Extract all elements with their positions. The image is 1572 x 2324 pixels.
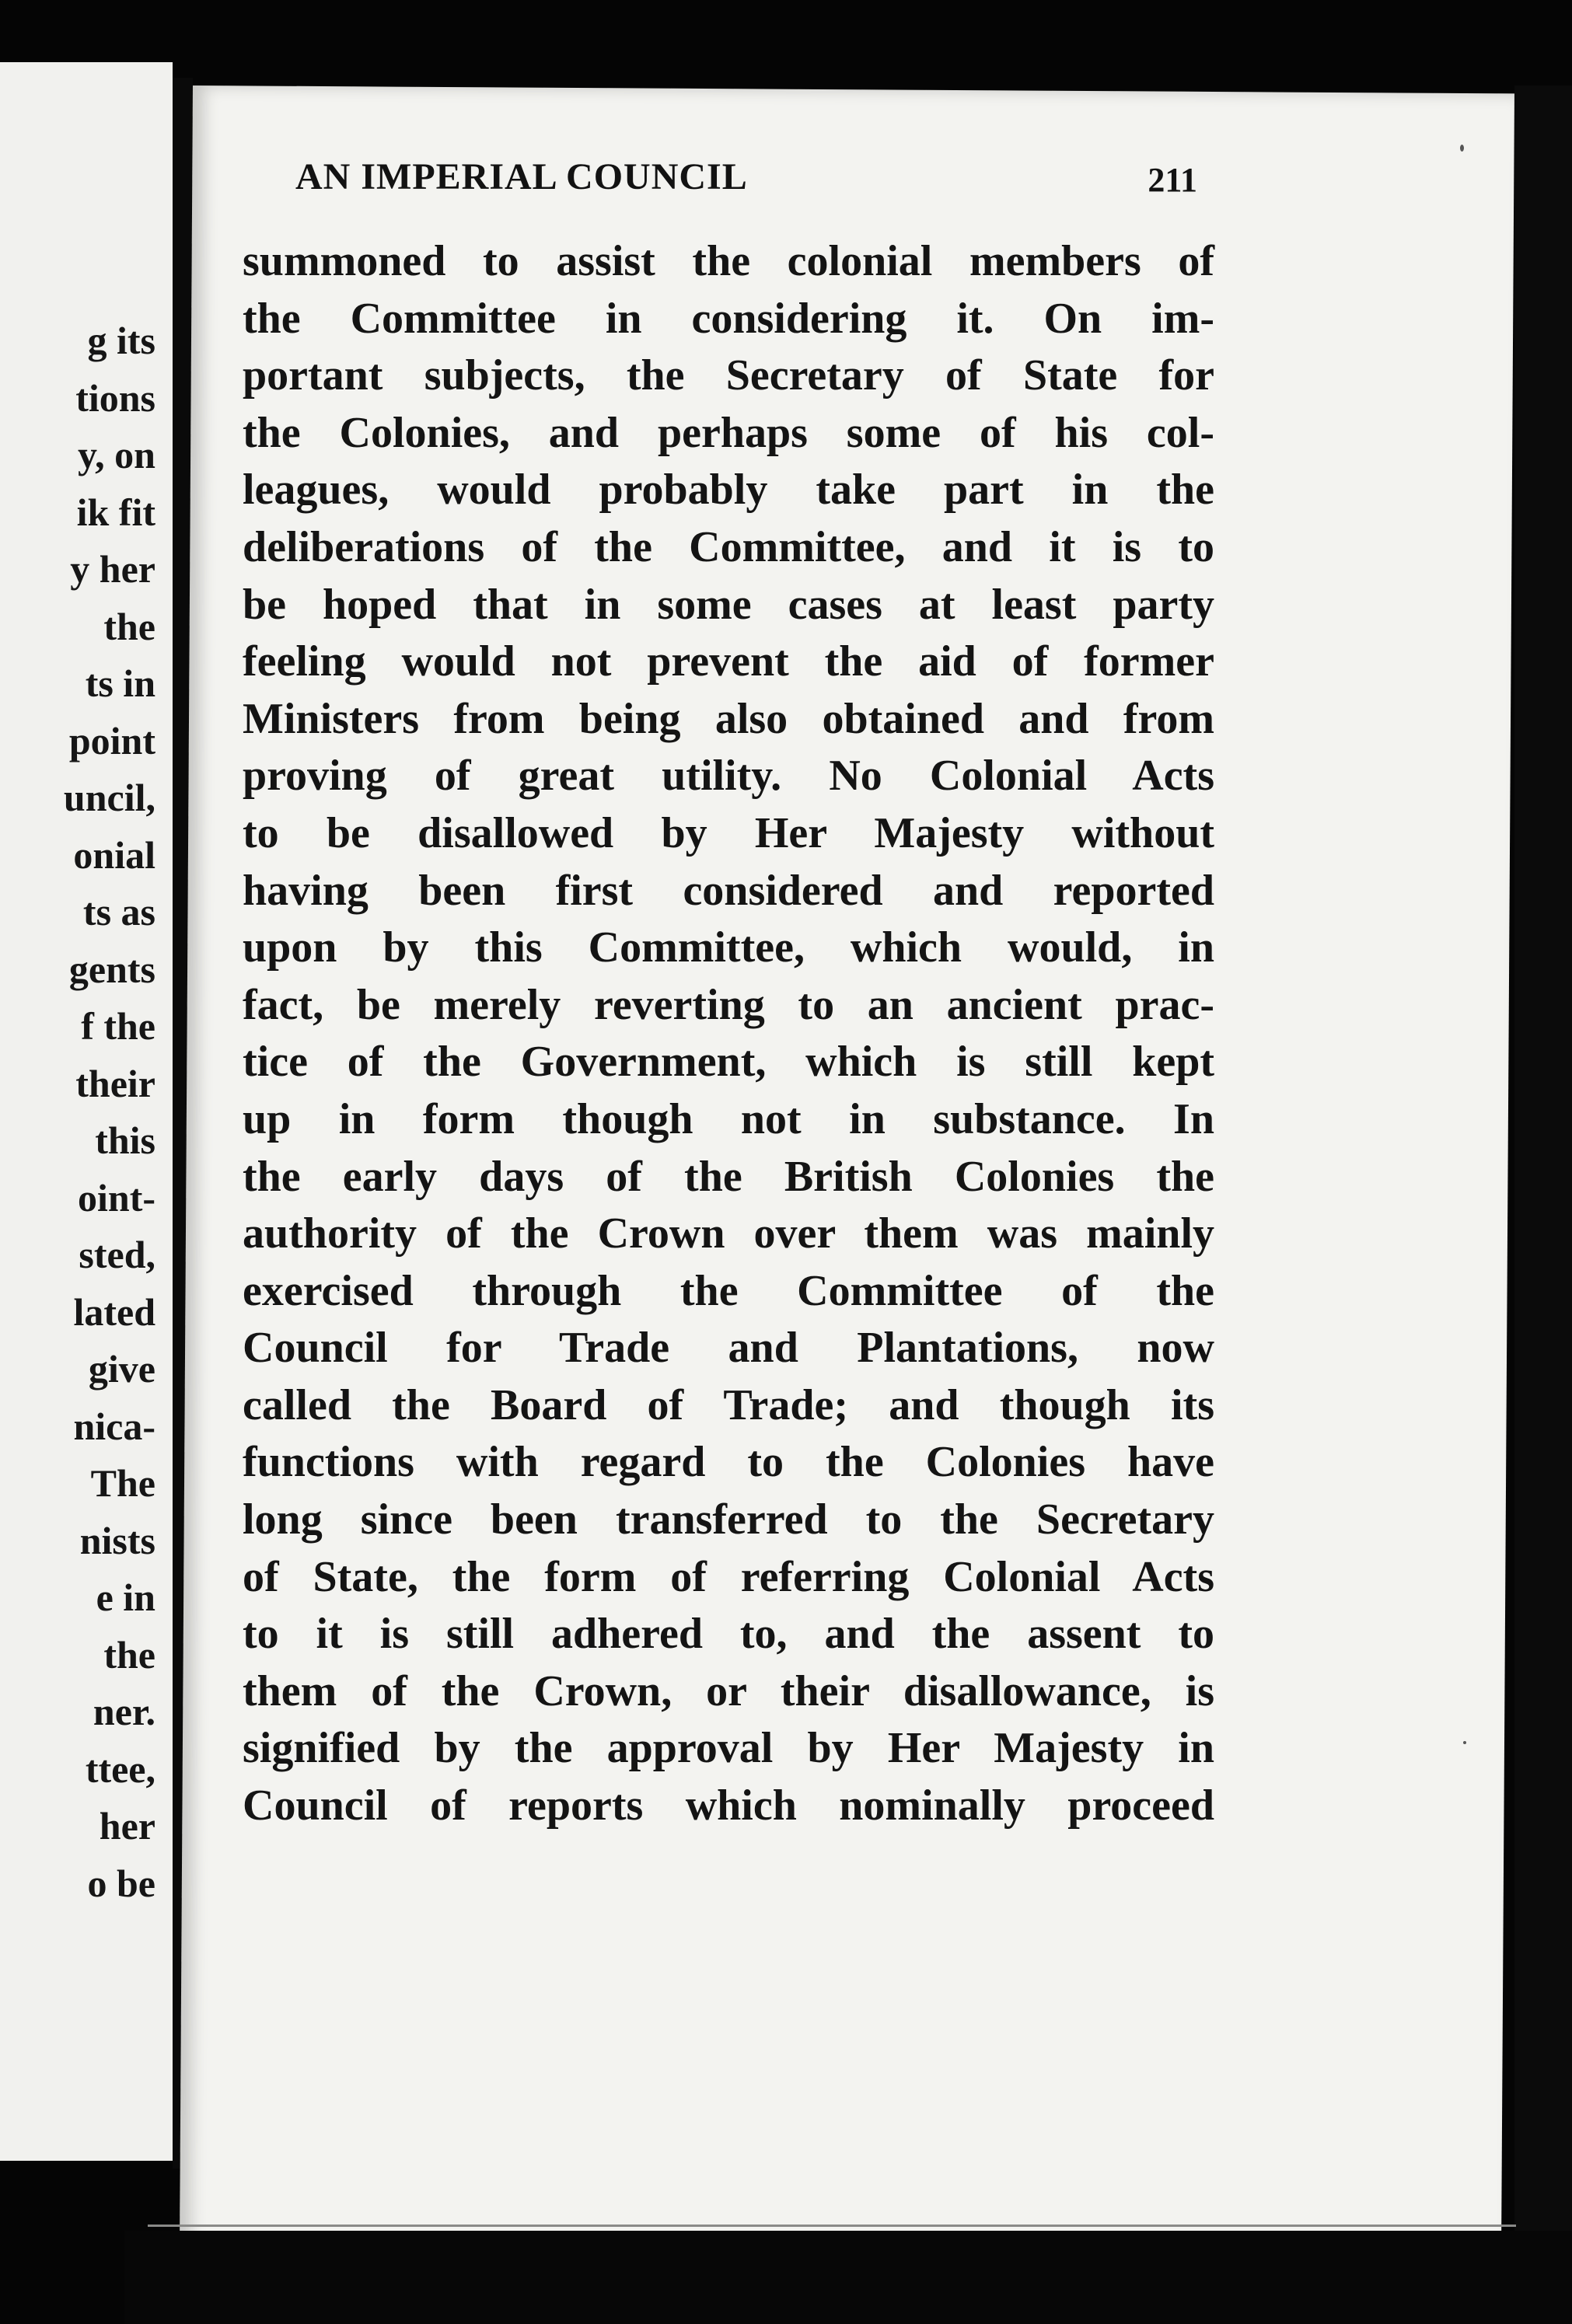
- text-line: tice of the Government, which is still kept: [243, 1038, 1214, 1087]
- text-line: proving of great utility. No Colonial Acts: [243, 752, 1214, 801]
- page-number: 211: [1148, 161, 1197, 199]
- page-bottom-edge: [148, 2225, 1516, 2227]
- text-line: deliberations of the Committee, and it is to: [243, 522, 1214, 571]
- previous-page-line: the: [103, 1632, 155, 1677]
- previous-page-text: [64, 312, 155, 1912]
- previous-page-line: sted,: [79, 1233, 155, 1276]
- running-head: [295, 155, 1197, 225]
- previous-page-line: onial: [73, 832, 155, 877]
- previous-page-line: oint-: [78, 1175, 155, 1220]
- page-body-text: [243, 233, 1214, 1835]
- text-line: the early days of the British Colonies the: [243, 1152, 1214, 1201]
- text-line: to it is still adhered to, and the assent to: [243, 1610, 1214, 1659]
- previous-page-line: point: [68, 718, 155, 762]
- text-line: upon by this Committee, which would, in: [243, 923, 1214, 972]
- text-line: be hoped that in some cases at least party: [243, 580, 1214, 629]
- previous-page-line: ik fit: [76, 490, 155, 534]
- text-line: having been first considered and reported: [243, 866, 1214, 915]
- text-line: exercised through the Committee of the: [243, 1266, 1214, 1315]
- scan-speck: [1460, 145, 1464, 152]
- text-line: portant subjects, the Secretary of State for: [243, 351, 1214, 400]
- previous-page-line: nists: [79, 1518, 155, 1562]
- previous-page-line: o be: [87, 1861, 155, 1905]
- text-line: the Colonies, and perhaps some of his col-: [243, 408, 1214, 457]
- previous-page-line: y, on: [77, 433, 155, 476]
- previous-page-line: f the: [81, 1004, 155, 1048]
- previous-page-line: The: [90, 1461, 155, 1505]
- previous-page-line: ts as: [82, 890, 155, 933]
- text-line: up in form though not in substance. In: [243, 1094, 1214, 1143]
- text-line: authority of the Crown over them was mainly: [243, 1209, 1214, 1258]
- previous-page-line: their: [75, 1061, 155, 1105]
- previous-page-line: tions: [75, 375, 155, 420]
- text-line: Council for Trade and Plantations, now: [243, 1324, 1214, 1373]
- text-line: to be disallowed by Her Majesty without: [243, 808, 1214, 857]
- previous-page-line: e in: [96, 1576, 155, 1619]
- text-line: Council of reports which nominally proceed: [243, 1781, 1214, 1830]
- previous-page-fragment: [0, 62, 173, 2161]
- text-line: them of the Crown, or their disallowance, is: [243, 1666, 1214, 1715]
- previous-page-line: ts in: [85, 661, 155, 705]
- running-title: AN IMPERIAL COUNCIL: [295, 156, 748, 197]
- previous-page-line: give: [88, 1347, 155, 1391]
- previous-page-line: the: [103, 604, 155, 648]
- previous-page-line: gents: [68, 947, 155, 991]
- previous-page-line: ner.: [93, 1690, 155, 1733]
- right-scan-border: [1514, 85, 1572, 2324]
- previous-page-line: this: [95, 1118, 155, 1162]
- text-line: long since been transferred to the Secretary: [243, 1495, 1214, 1544]
- text-line: summoned to assist the colonial members of: [243, 237, 1214, 285]
- previous-page-line: nica-: [73, 1404, 155, 1448]
- text-line: called the Board of Trade; and though its: [243, 1380, 1214, 1429]
- previous-page-line: y her: [70, 547, 155, 591]
- scan-speck: [1463, 1741, 1466, 1744]
- text-line: signified by the approval by Her Majesty in: [243, 1724, 1214, 1773]
- text-line: leagues, would probably take part in the: [243, 466, 1214, 515]
- text-line: functions with regard to the Colonies have: [243, 1438, 1214, 1487]
- text-line: Ministers from being also obtained and from: [243, 694, 1214, 743]
- previous-page-line: lated: [73, 1289, 155, 1334]
- text-line: the Committee in considering it. On im-: [243, 294, 1214, 343]
- previous-page-line: ttee,: [85, 1746, 155, 1791]
- bottom-scan-border: [124, 2231, 1572, 2324]
- previous-page-line: g its: [87, 319, 155, 362]
- previous-page-line: uncil,: [63, 776, 155, 819]
- text-line: of State, the form of referring Colonial Acts: [243, 1552, 1214, 1601]
- text-line: feeling would not prevent the aid of former: [243, 637, 1214, 686]
- previous-page-line: her: [99, 1804, 155, 1848]
- text-line: fact, be merely reverting to an ancient prac-: [243, 980, 1214, 1029]
